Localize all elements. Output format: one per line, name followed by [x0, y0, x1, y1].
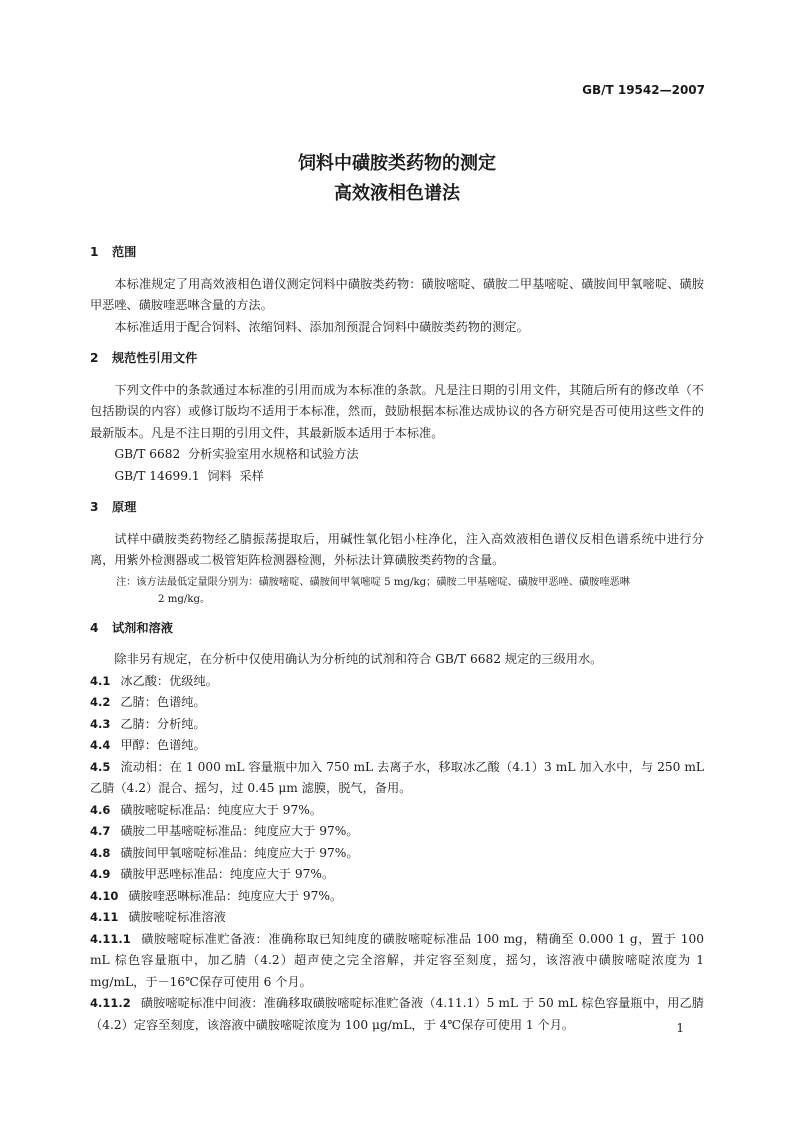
section-3-heading [90, 497, 704, 519]
clause-4-6 [90, 800, 704, 822]
clause-number: 4.10 [90, 888, 119, 903]
clause-number: 4.11 [90, 910, 119, 924]
clause-number: 4.5 [90, 759, 111, 774]
section-1-heading [90, 242, 704, 264]
section-1-paragraph-1: 本标准规定了用高效液相色谱仪测定饲料中磺胺类药物：磺胺嘧啶、磺胺二甲基嘧啶、磺胺间甲氧嘧啶、磺胺甲恶唑、磺胺喹恶啉含量的方法。 [90, 276, 704, 312]
clause-text: 冰乙酸：优级纯。 [120, 673, 218, 688]
clause-text: 磺胺嘧啶标准品：纯度应大于 97%。 [120, 802, 322, 817]
page-number: 1 [676, 1021, 684, 1035]
section-title: 原理 [112, 500, 137, 514]
clause-text: 磺胺嘧啶标准贮备液：准确称取已知纯度的磺胺嘧啶标准品 100 mg，精确至 0.000 1 g，置于 100 mL 棕色容量瓶中，加乙腈（4.2）超声使之完全溶解，并定容至刻度，摇匀，该溶液中磺胺嘧啶浓度为 1 mg/mL，于－16℃保存可使用 6 个月。 [90, 931, 704, 989]
section-2-paragraph-1: 下列文件中的条款通过本标准的引用而成为本标准的条款。凡是注日期的引用文件，其随后所有的修改单（不包括勘误的内容）或修订版均不适用于本标准，然而，鼓励根据本标准达成协议的各方研究是否可使用这些文件的最新版本。凡是不注日期的引用文件，其最新版本适用于本标准。 [90, 382, 704, 440]
normative-reference-1: GB/T 6682 分析实验室用水规格和试验方法 [114, 447, 359, 461]
clause-number: 4.1 [90, 673, 111, 688]
clause-4-3 [90, 714, 704, 736]
section-number: 1 [90, 245, 99, 259]
clause-number: 4.2 [90, 695, 111, 709]
clause-4-7 [90, 821, 704, 843]
clause-4-9 [90, 864, 704, 886]
clause-number: 4.6 [90, 802, 111, 817]
normative-reference-2: GB/T 14699.1 饲料 采样 [114, 468, 264, 483]
clause-4-11 [90, 907, 704, 929]
title-line-2: 高效液相色谱法 [334, 183, 460, 204]
note-line-1: 注：该方法最低定量限分别为：磺胺嘧啶、磺胺间甲氧嘧啶 5 mg/kg；磺胺二甲基嘧啶、磺胺甲恶唑、磺胺喹恶啉 [116, 576, 630, 588]
clause-number: 4.11.1 [90, 931, 131, 946]
section-title: 试剂和溶液 [112, 620, 173, 635]
section-number: 2 [90, 351, 99, 365]
clause-text: 磺胺喹恶啉标准品：纯度应大于 97%。 [128, 888, 343, 903]
section-number: 3 [90, 500, 99, 514]
clause-number: 4.7 [90, 824, 111, 838]
section-4-paragraph-1: 除非另有规定，在分析中仅使用确认为分析纯的试剂和符合 GB/T 6682 规定的三级用水。 [114, 652, 603, 666]
clause-4-1 [90, 671, 704, 693]
section-3-note [90, 574, 704, 608]
document-title [0, 149, 794, 209]
standard-number: GB/T 19542—2007 [582, 83, 705, 97]
clause-text: 乙腈：分析纯。 [120, 716, 206, 731]
section-3-paragraph-1: 试样中磺胺类药物经乙腈振荡提取后，用碱性氧化铝小柱净化，注入高效液相色谱仪反相色谱系统中进行分离，用紫外检测器或二极管矩阵检测器检测，外标法计算磺胺类药物的含量。 [90, 531, 704, 567]
note-line-2: 2 mg/kg。 [158, 593, 211, 605]
clause-4-2 [90, 692, 704, 714]
clause-number: 4.11.2 [90, 996, 131, 1010]
clause-text: 磺胺二甲基嘧啶标准品：纯度应大于 97%。 [120, 824, 359, 838]
document-body [90, 242, 704, 1036]
clause-number: 4.3 [90, 716, 111, 731]
clause-text: 磺胺嘧啶标准溶液 [128, 910, 226, 924]
clause-4-8 [90, 843, 704, 865]
clause-text: 磺胺甲恶唑标准品：纯度应大于 97%。 [120, 867, 335, 881]
clause-text: 乙腈：色谱纯。 [120, 695, 206, 709]
clause-text: 流动相：在 1 000 mL 容量瓶中加入 750 mL 去离子水，移取冰乙酸（4.1）3 mL 加入水中，与 250 mL乙腈（4.2）混合、摇匀，过 0.45 μm 滤膜，脱气，备用。 [90, 759, 704, 795]
clause-4-11-1 [90, 929, 704, 994]
section-number: 4 [90, 620, 99, 635]
section-title: 范围 [112, 245, 137, 259]
clause-text: 磺胺间甲氧嘧啶标准品：纯度应大于 97%。 [120, 845, 359, 860]
clause-4-11-2 [90, 993, 704, 1036]
section-title: 规范性引用文件 [112, 351, 198, 365]
clause-number: 4.8 [90, 845, 111, 860]
section-1-paragraph-2: 本标准适用于配合饲料、浓缩饲料、添加剂预混合饲料中磺胺类药物的测定。 [114, 319, 529, 334]
clause-4-10 [90, 886, 704, 908]
section-4-heading [90, 618, 704, 640]
clause-4-4 [90, 735, 704, 757]
clause-4-5 [90, 757, 704, 800]
clause-text: 甲醇：色谱纯。 [120, 738, 206, 752]
title-line-1: 饲料中磺胺类药物的测定 [298, 153, 496, 174]
clause-text: 磺胺嘧啶标准中间液：准确移取磺胺嘧啶标准贮备液（4.11.1）5 mL 于 50 mL 棕色容量瓶中，用乙腈（4.2）定容至刻度，该溶液中磺胺嘧啶浓度为 100 μg/mL，于 4℃保存可使用 1 个月。 [90, 996, 704, 1032]
section-2-heading [90, 348, 704, 370]
clause-number: 4.9 [90, 867, 111, 881]
clause-number: 4.4 [90, 738, 111, 752]
